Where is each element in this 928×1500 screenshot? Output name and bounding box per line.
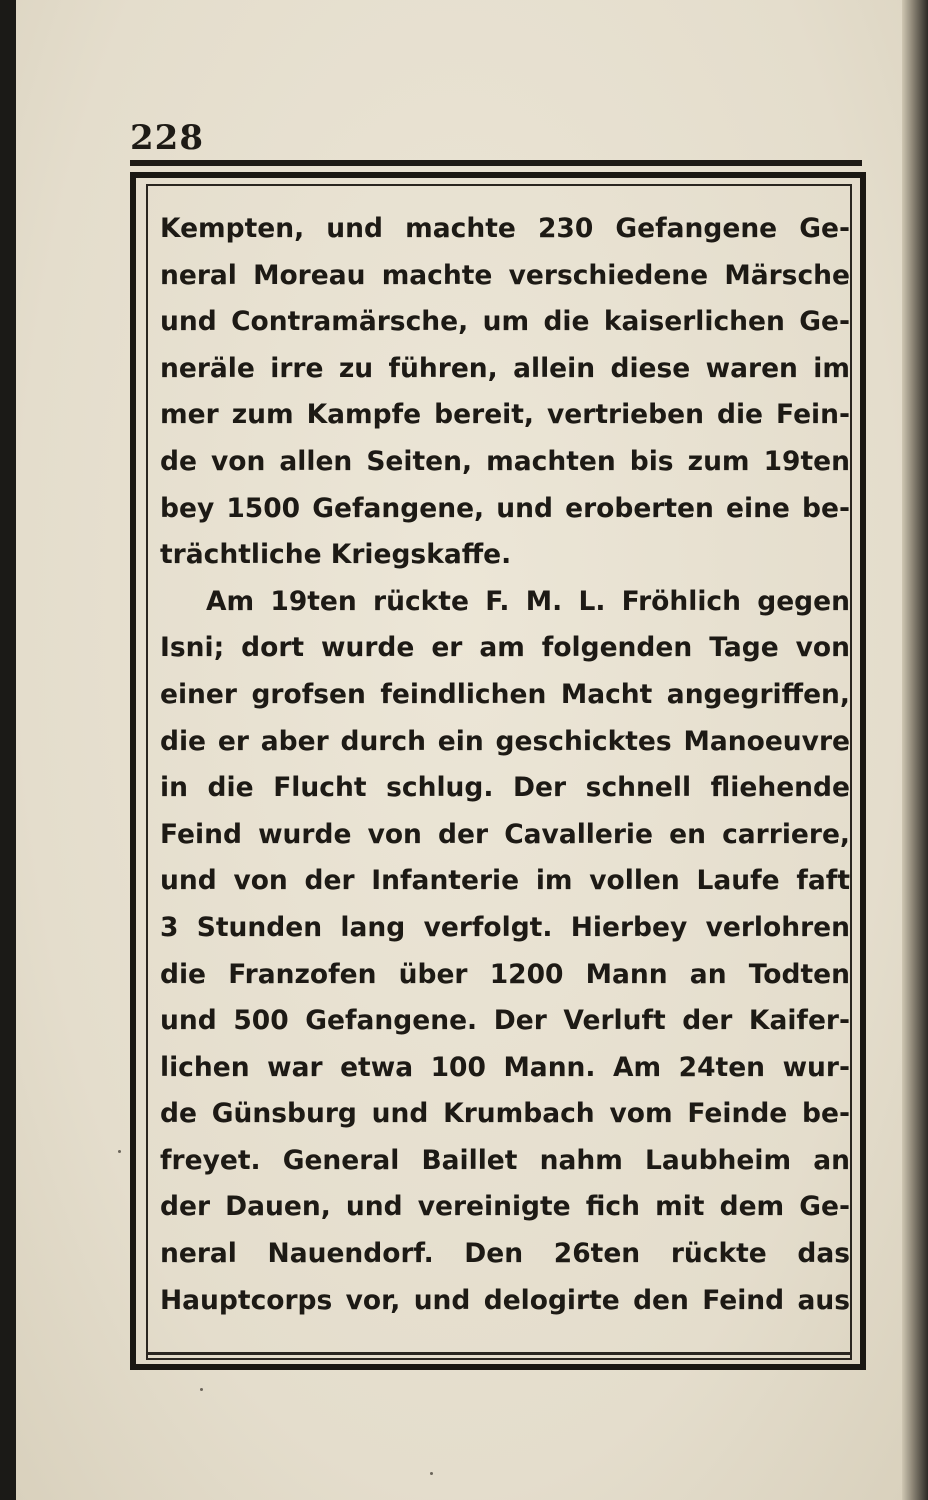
text-line: in die Flucht schlug. Der schnell fliehende xyxy=(160,772,850,804)
text-line: mer zum Kampfe bereit, vertrieben die Fein- xyxy=(160,399,850,431)
text-line: Isni; dort wurde er am folgenden Tage von xyxy=(160,632,850,664)
text-line: einer grofsen feindlichen Macht angegriffen, xyxy=(160,678,850,710)
page-edge-shadow xyxy=(902,0,928,1500)
paper-speck xyxy=(118,1150,121,1153)
text-line: Kempten, und machte 230 Gefangene Ge- xyxy=(160,213,850,244)
text-line: de Günsburg und Krumbach vom Feinde be- xyxy=(160,1098,850,1130)
text-line: Feind wurde von der Cavallerie en carriere, xyxy=(160,818,850,850)
text-line: neräle irre zu führen, allein diese waren im xyxy=(160,352,850,384)
text-line: und von der Infanterie im vollen Laufe faft xyxy=(160,865,850,897)
text-line: bey 1500 Gefangene, und eroberten eine be- xyxy=(160,492,850,524)
page-number: 228 xyxy=(130,118,204,158)
text-line: neral Moreau machte verschiedene Märsche xyxy=(160,259,850,291)
text-line: der Dauen, und vereinigte fich mit dem Ge- xyxy=(160,1191,850,1223)
text-line: und 500 Gefangene. Der Verluft der Kaifer- xyxy=(160,1005,850,1037)
text-line: die er aber durch ein geschicktes Manoeuvre xyxy=(160,725,850,757)
text-line: lichen war etwa 100 Mann. Am 24ten wur- xyxy=(160,1051,850,1083)
text-line: die Franzofen über 1200 Mann an Todten xyxy=(160,958,850,990)
text-line: freyet. General Baillet nahm Laubheim an xyxy=(160,1144,850,1176)
text-line: und Contramärsche, um die kaiserlichen Ge- xyxy=(160,306,850,338)
text-line: Hauptcorps vor, und delogirte den Feind aus xyxy=(160,1284,850,1316)
text-line: de von allen Seiten, machten bis zum 19ten xyxy=(160,445,850,477)
paper-speck xyxy=(430,1472,433,1475)
text-line: Am 19ten rückte F. M. L. Fröhlich gegen xyxy=(206,585,850,617)
body-text xyxy=(160,206,850,1324)
text-line: 3 Stunden lang verfolgt. Hierbey verlohren xyxy=(160,911,850,943)
header-rule xyxy=(130,160,862,166)
paper-speck xyxy=(200,1388,203,1391)
footer-rule xyxy=(146,1352,852,1355)
text-line: trächtliche Kriegskaffe. xyxy=(160,539,512,571)
text-line: neral Nauendorf. Den 26ten rückte das xyxy=(160,1238,850,1270)
